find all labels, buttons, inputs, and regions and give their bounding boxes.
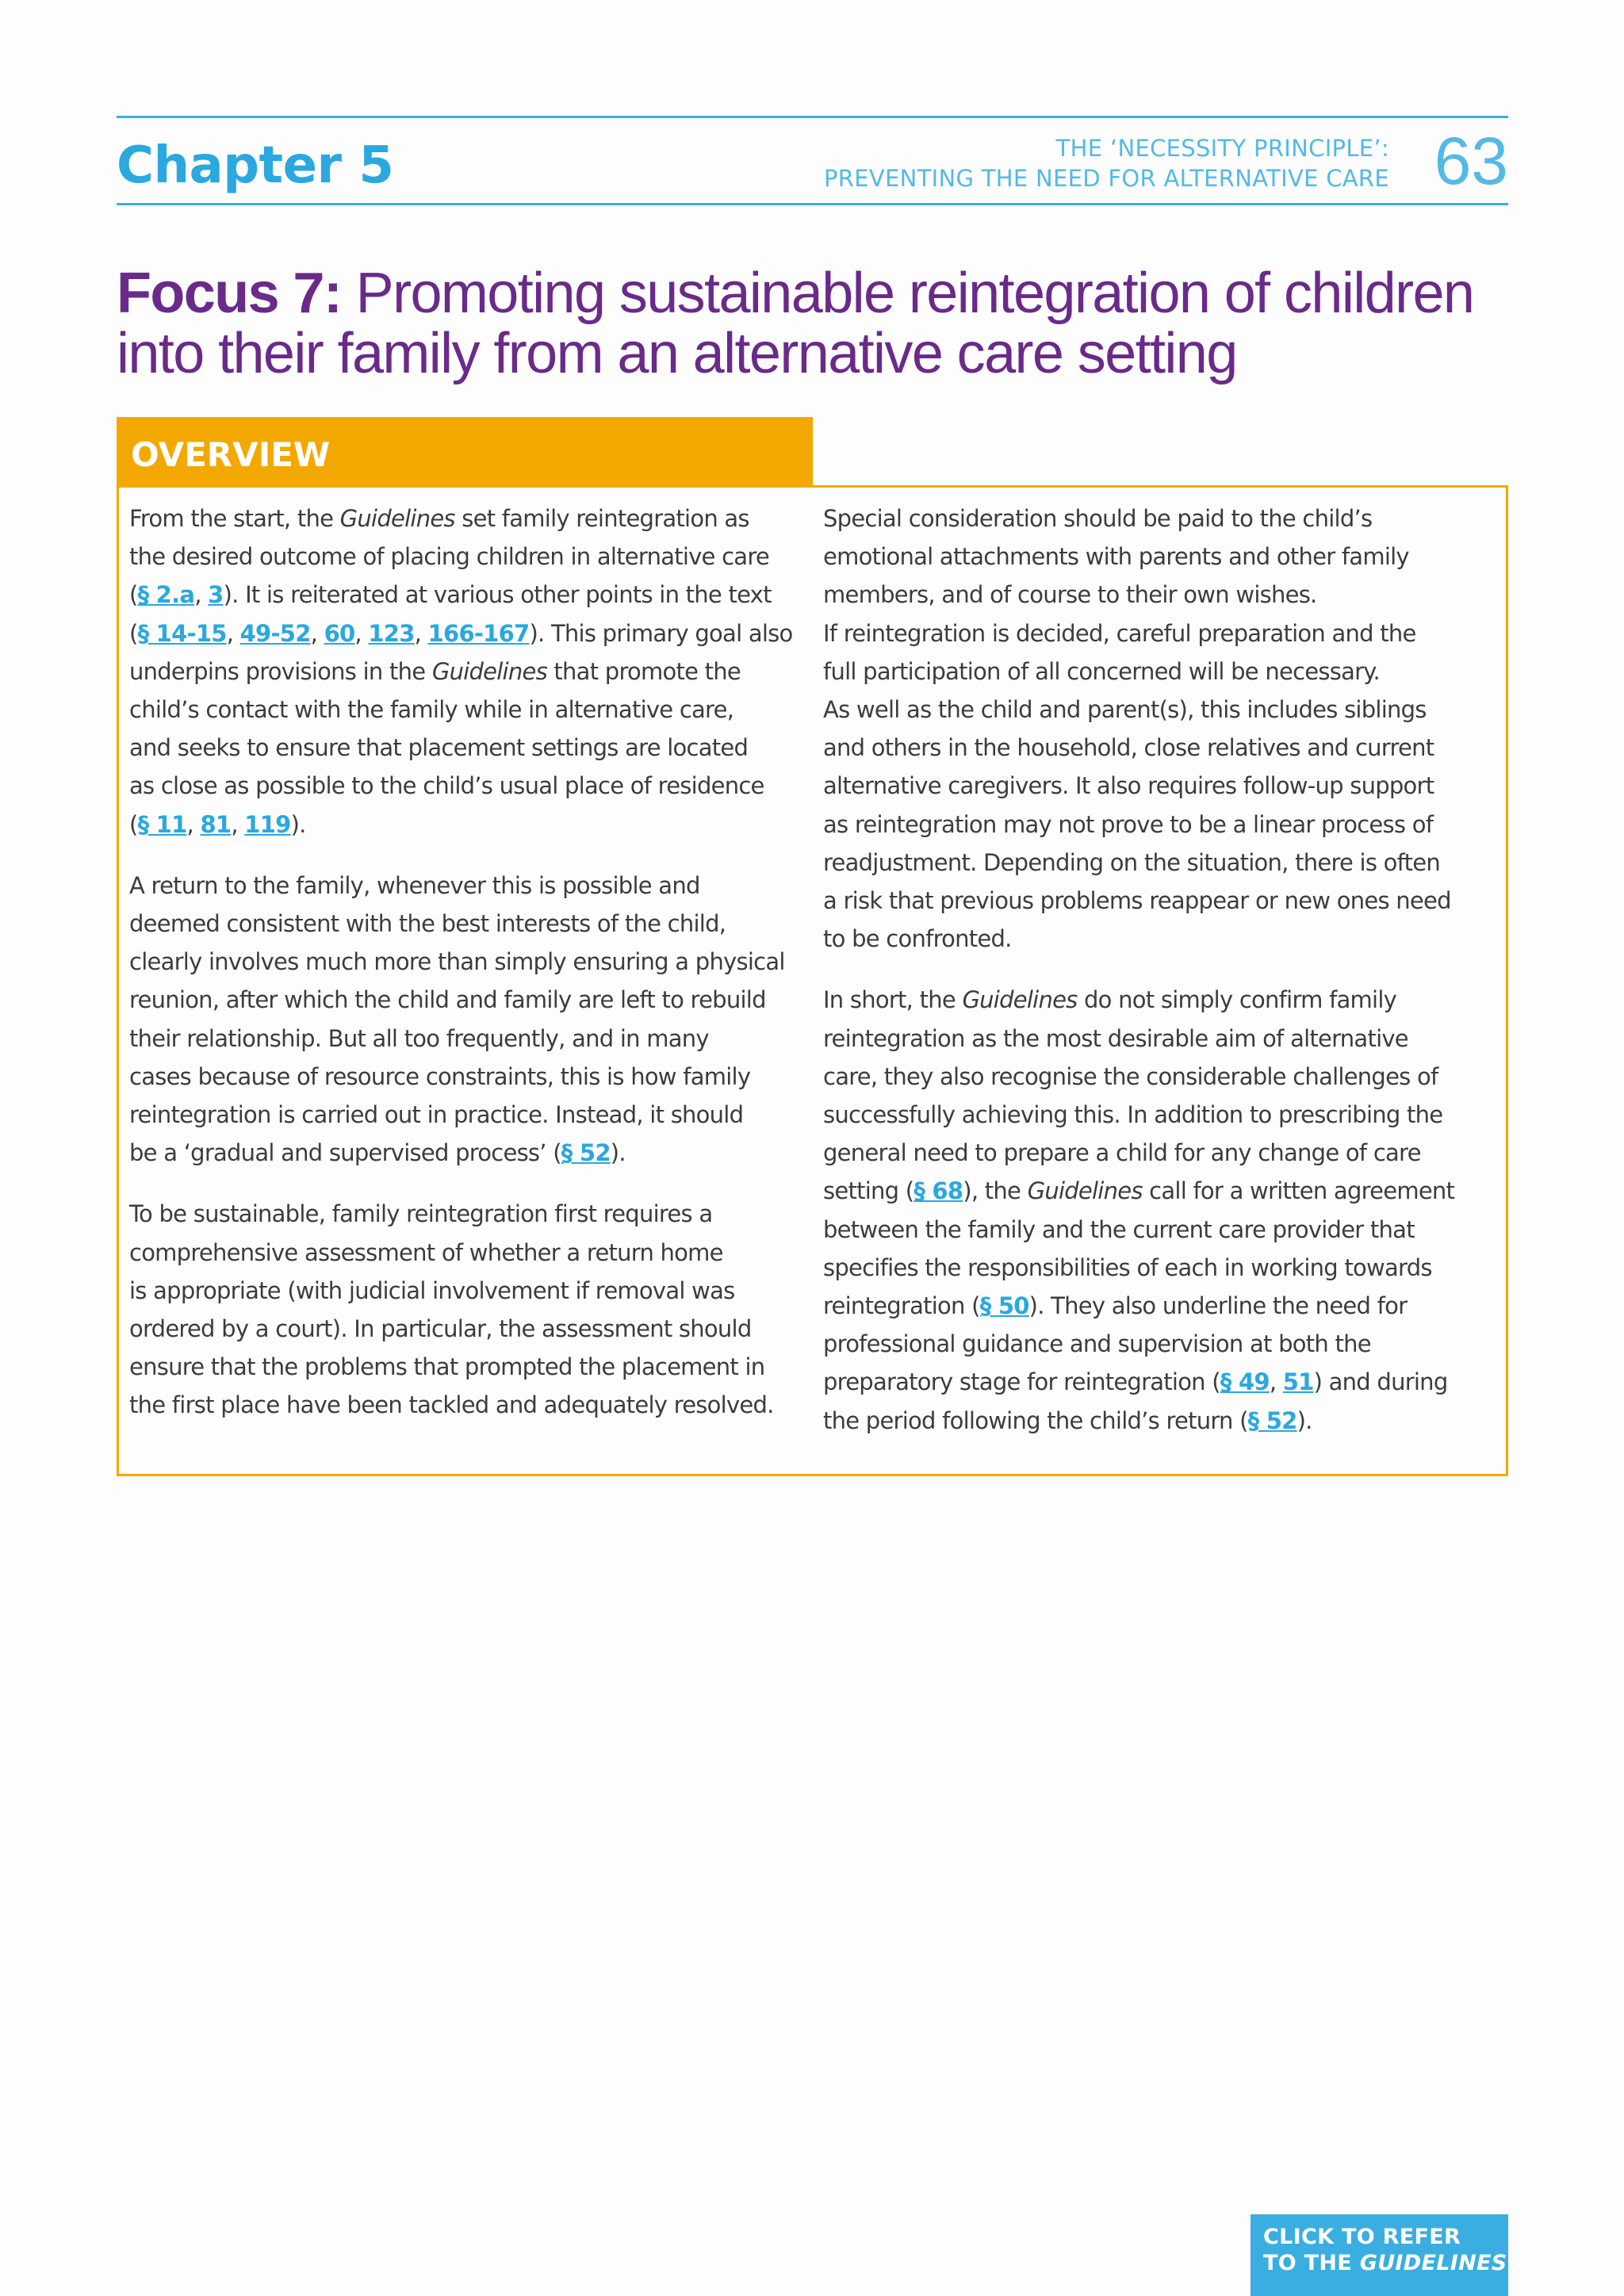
page-number: 63 [1434,124,1508,198]
cta-line-1: CLICK TO REFER [1263,2225,1461,2249]
guideline-ref-link[interactable]: § 50 [979,1292,1029,1320]
guideline-ref-link[interactable]: § 11 [137,810,187,838]
cta-line-2-emphasis: GUIDELINES [1359,2251,1507,2275]
guideline-ref-link[interactable]: 3 [208,581,224,609]
guideline-ref-link[interactable]: 81 [200,810,232,838]
chapter-label: Chapter 5 [117,136,394,195]
paragraph: If reintegration is decided, careful preparation and the full participation of all concerned will be necessary. [823,619,1416,685]
guideline-ref-link[interactable]: 49-52 [239,619,311,647]
page-title-text: Promoting sustainable reintegration of children into their family from an alternative care setting [117,262,1474,385]
cta-line-2 [1263,2250,1508,2276]
guideline-ref-link[interactable]: 123 [368,619,415,647]
paragraph: As well as the child and parent(s), this includes siblings and others in the household, close relatives and current alternative caregivers. It also requires follow-up support as reintegration may not prove to be a linear process of readjustment. Depending on the situation, there is often a risk that previous problems reappear or new ones need to be confronted. [823,696,1451,953]
guideline-ref-link[interactable]: § 2.a [137,581,195,609]
paragraph: A return to the family, whenever this is possible and deemed consistent with the best interests of the child, clearly involves much more than simply ensuring a physical reunion, after which the child and family are left to rebuild their relationship. But all too frequently, and in many cases because of resource constraints, this is how family reintegration is carried out in practice. Instead, it should be a ‘gradual and supervised process’ (§ 52). [129,871,785,1167]
page-title-prefix: Focus 7: [117,262,342,325]
running-head [824,133,1389,193]
guideline-ref-link[interactable]: 51 [1282,1368,1314,1396]
header-top-rule [117,116,1508,118]
guideline-ref-link[interactable]: § 14-15 [137,619,227,647]
overview-heading: OVERVIEW [117,417,813,485]
guideline-ref-link[interactable]: § 52 [561,1139,611,1167]
running-head-line-1: THE ‘NECESSITY PRINCIPLE’: [1055,135,1389,162]
guideline-ref-link[interactable]: § 49 [1220,1368,1270,1396]
page-title [117,263,1512,384]
guideline-ref-link[interactable]: § 68 [914,1177,963,1205]
guideline-ref-link[interactable]: 119 [244,810,291,838]
guideline-ref-link[interactable]: 60 [324,619,355,647]
header-bottom-rule [117,203,1508,205]
overview-column-left [129,499,811,1448]
overview-column-right [823,499,1505,1463]
cta-line-2-prefix: TO THE [1263,2251,1360,2275]
paragraph: From the start, the Guidelines set family reintegration as the desired outcome of placing children in alternative care (§ 2.a, 3). It is reiterated at various other points in the text (§ 14-15, 49-52, 60, 123, 166-167). This primary goal also underpins provisions in the Guidelines that promote the child’s contact with the family while in alternative care, and seeks to ensure that placement settings are located as close as possible to the child’s usual place of residence (§ 11, 81, 119). [129,505,793,838]
paragraph: To be sustainable, family reintegration first requires a comprehensive assessment of whether a return home is appropriate (with judicial involvement if removal was ordered by a court). In particular, the assessment should ensure that the problems that prompted the placement in the first place have been tackled and adequately resolved. [129,1200,774,1419]
guideline-ref-link[interactable]: 166-167 [427,619,530,647]
refer-to-guidelines-button[interactable] [1251,2214,1508,2296]
running-head-line-2: PREVENTING THE NEED FOR ALTERNATIVE CARE [824,165,1389,192]
paragraph: Special consideration should be paid to the child’s emotional attachments with parents and other family members, and of course to their own wishes. [823,505,1409,609]
guideline-ref-link[interactable]: § 52 [1247,1406,1297,1434]
paragraph: In short, the Guidelines do not simply confirm family reintegration as the most desirable aim of alternative care, they also recognise the considerable challenges of successfully achieving this. In addition to prescribing the general need to prepare a child for any change of care setting (§ 68), the Guidelines call for a written agreement between the family and the current care provider that specifies the responsibilities of each in working towards reintegration (§ 50). They also underline the need for professional guidance and supervision at both the preparatory stage for reintegration (§ 49, 51) and during the period following the child’s return (§ 52). [823,986,1455,1434]
